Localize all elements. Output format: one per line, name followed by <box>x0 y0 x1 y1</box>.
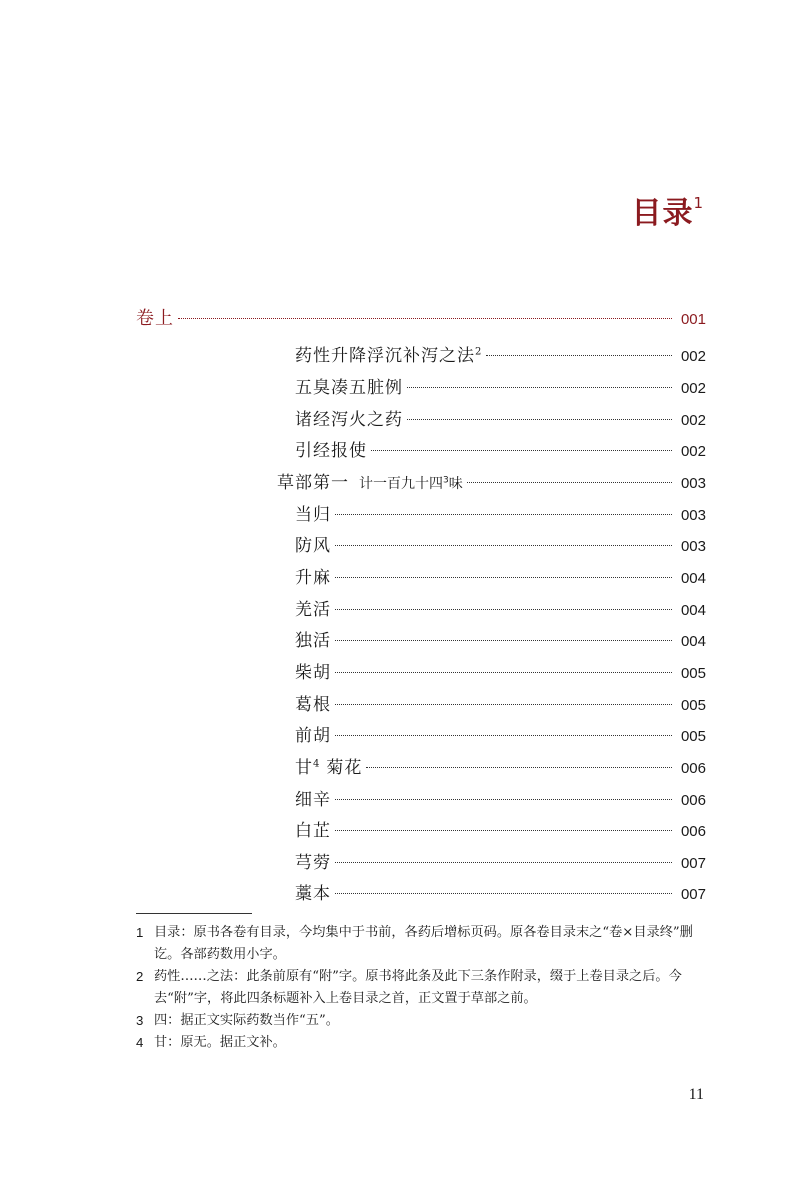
toc-entry-label <box>295 816 331 841</box>
toc-entry <box>295 500 706 526</box>
toc-entry <box>295 563 706 589</box>
dot-leader <box>335 640 672 641</box>
dot-leader <box>407 419 672 420</box>
footnote-number: 3 <box>136 1013 144 1028</box>
dot-leader <box>335 735 672 736</box>
toc-entry-title: 独活 <box>295 631 331 651</box>
toc-entry-title: 前胡 <box>295 726 331 746</box>
toc-entry-page: 002 <box>680 443 706 460</box>
toc-entry-label <box>295 373 403 398</box>
toc-entry-label <box>295 879 331 904</box>
dot-leader <box>486 355 672 356</box>
toc-entry-title: 防风 <box>295 536 331 556</box>
toc-entry-title: 芎䓖 <box>295 853 331 873</box>
toc-entry-title: 当归 <box>295 505 331 525</box>
footnotes <box>136 922 710 1054</box>
toc-entry-label <box>295 405 403 430</box>
toc-entry-page: 004 <box>680 570 706 587</box>
toc-entry <box>295 405 706 431</box>
toc-entry-page: 007 <box>680 855 706 872</box>
footnote-text: 药性……之法：此条前原有“附”字。原书将此条及此下三条作附录，缀于上卷目录之后。今去“附”字，将此四条标题补入上卷目录之首，正文置于草部之前。 <box>154 969 682 1006</box>
footnote <box>136 1010 710 1032</box>
toc-entry-label <box>295 658 331 683</box>
toc-entry-title: 柴胡 <box>295 663 331 683</box>
page-number: 11 <box>688 1086 704 1103</box>
toc-entry-page: 002 <box>680 380 706 397</box>
dot-leader <box>371 450 672 451</box>
dot-leader <box>335 577 672 578</box>
title-text: 目录 <box>631 196 694 231</box>
toc-entry-page: 006 <box>680 792 706 809</box>
toc-entry <box>295 879 706 905</box>
page-title <box>631 188 704 232</box>
toc-entry <box>295 436 706 462</box>
toc-entry-title: 草部第一 <box>277 473 349 493</box>
footnote <box>136 922 710 966</box>
toc-entry-note-text: 计一百九十四 <box>359 476 443 492</box>
dot-leader <box>335 799 672 800</box>
toc-entry-page: 003 <box>680 507 706 524</box>
toc-entry-title: 诸经泻火之药 <box>295 410 403 430</box>
footnote-text: 四：据正文实际药数当作“五”。 <box>154 1013 339 1028</box>
toc-entry <box>295 690 706 716</box>
dot-leader <box>335 514 672 515</box>
dot-leader <box>467 482 672 483</box>
toc-entry-label <box>295 690 331 715</box>
toc-entry-page: 001 <box>680 311 706 328</box>
toc-entry-page: 004 <box>680 602 706 619</box>
toc-entry-footnote-ref: 2 <box>475 346 483 358</box>
toc-entry-label <box>295 785 331 810</box>
toc-entry-title: 引经报使 <box>295 441 367 461</box>
toc-entry-page: 006 <box>680 823 706 840</box>
toc-entry-page: 003 <box>680 475 706 492</box>
toc-entry <box>295 785 706 811</box>
toc-entry-page: 002 <box>680 412 706 429</box>
toc-entry <box>295 753 706 779</box>
dot-leader <box>407 387 672 388</box>
dot-leader <box>335 893 672 894</box>
toc-entry-label <box>295 436 367 461</box>
footnote <box>136 966 710 1010</box>
toc-entry-page: 003 <box>680 538 706 555</box>
dot-leader <box>178 318 672 319</box>
toc-entry-footnote-ref: 4 <box>313 758 321 770</box>
toc-entry-title: 药性升降浮沉补泻之法 <box>295 346 475 366</box>
dot-leader <box>335 609 672 610</box>
toc-entry <box>295 848 706 874</box>
toc-entry <box>295 626 706 652</box>
toc-entry-label <box>295 626 331 651</box>
toc-entry-page: 004 <box>680 633 706 650</box>
toc-entry-label <box>277 468 349 493</box>
toc-entry <box>295 373 706 399</box>
toc-entry-label <box>295 500 331 525</box>
toc-entry <box>295 341 706 367</box>
dot-leader <box>335 672 672 673</box>
toc-entry-page: 005 <box>680 665 706 682</box>
toc-entry-title: 升麻 <box>295 568 331 588</box>
footnote-number: 4 <box>136 1035 144 1050</box>
dot-leader <box>335 704 672 705</box>
footnote-divider <box>136 913 252 914</box>
toc-entry-page: 006 <box>680 760 706 777</box>
dot-leader <box>335 830 672 831</box>
toc-entry-page: 005 <box>680 697 706 714</box>
toc-entry-page: 007 <box>680 886 706 903</box>
toc-entry-title: 卷上 <box>136 308 174 329</box>
footnote-number: 2 <box>136 969 144 984</box>
toc-entry-title: 羌活 <box>295 600 331 620</box>
toc-entry <box>295 721 706 747</box>
toc-entry <box>295 595 706 621</box>
toc-entry-page: 002 <box>680 348 706 365</box>
title-footnote-ref: 1 <box>693 194 704 212</box>
toc-entry <box>295 531 706 557</box>
toc-entry-label <box>295 341 482 366</box>
toc-entry-title: 葛根 <box>295 695 331 715</box>
toc-entry-label <box>295 848 331 873</box>
toc-entry-page: 005 <box>680 728 706 745</box>
toc-entry-title: 藁本 <box>295 884 331 904</box>
toc-entry-label <box>295 563 331 588</box>
toc-entry-label <box>295 753 362 778</box>
toc-entry-note-suffix: 味 <box>448 476 463 492</box>
toc-entry-title: 五臭凑五脏例 <box>295 378 403 398</box>
footnote-text: 目录：原书各卷有目录，今均集中于书前，各药后增标页码。原各卷目录末之“卷×目录终”删讫。各部药数用小字。 <box>154 925 693 962</box>
dot-leader <box>366 767 672 768</box>
toc-entry-note-footnote-ref: 3 <box>443 475 449 486</box>
dot-leader <box>335 862 672 863</box>
footnote-text: 甘：原无。据正文补。 <box>154 1035 286 1050</box>
toc-entry-title-cont: 菊花 <box>326 758 363 778</box>
toc-entry-label <box>295 531 331 556</box>
toc-entry-title: 白芷 <box>295 821 331 841</box>
toc-entry <box>136 304 706 330</box>
toc-entry <box>295 816 706 842</box>
footnote <box>136 1032 710 1054</box>
dot-leader <box>335 545 672 546</box>
toc-entry-label <box>295 721 331 746</box>
toc-entry-label <box>136 304 174 330</box>
toc-entry-title: 细辛 <box>295 790 331 810</box>
toc-entry-title: 甘 <box>295 758 313 778</box>
footnote-number: 1 <box>136 925 144 940</box>
toc-entry <box>277 468 706 494</box>
toc-entry-label <box>295 595 331 620</box>
toc-entry-note <box>359 473 463 493</box>
toc-entry <box>295 658 706 684</box>
